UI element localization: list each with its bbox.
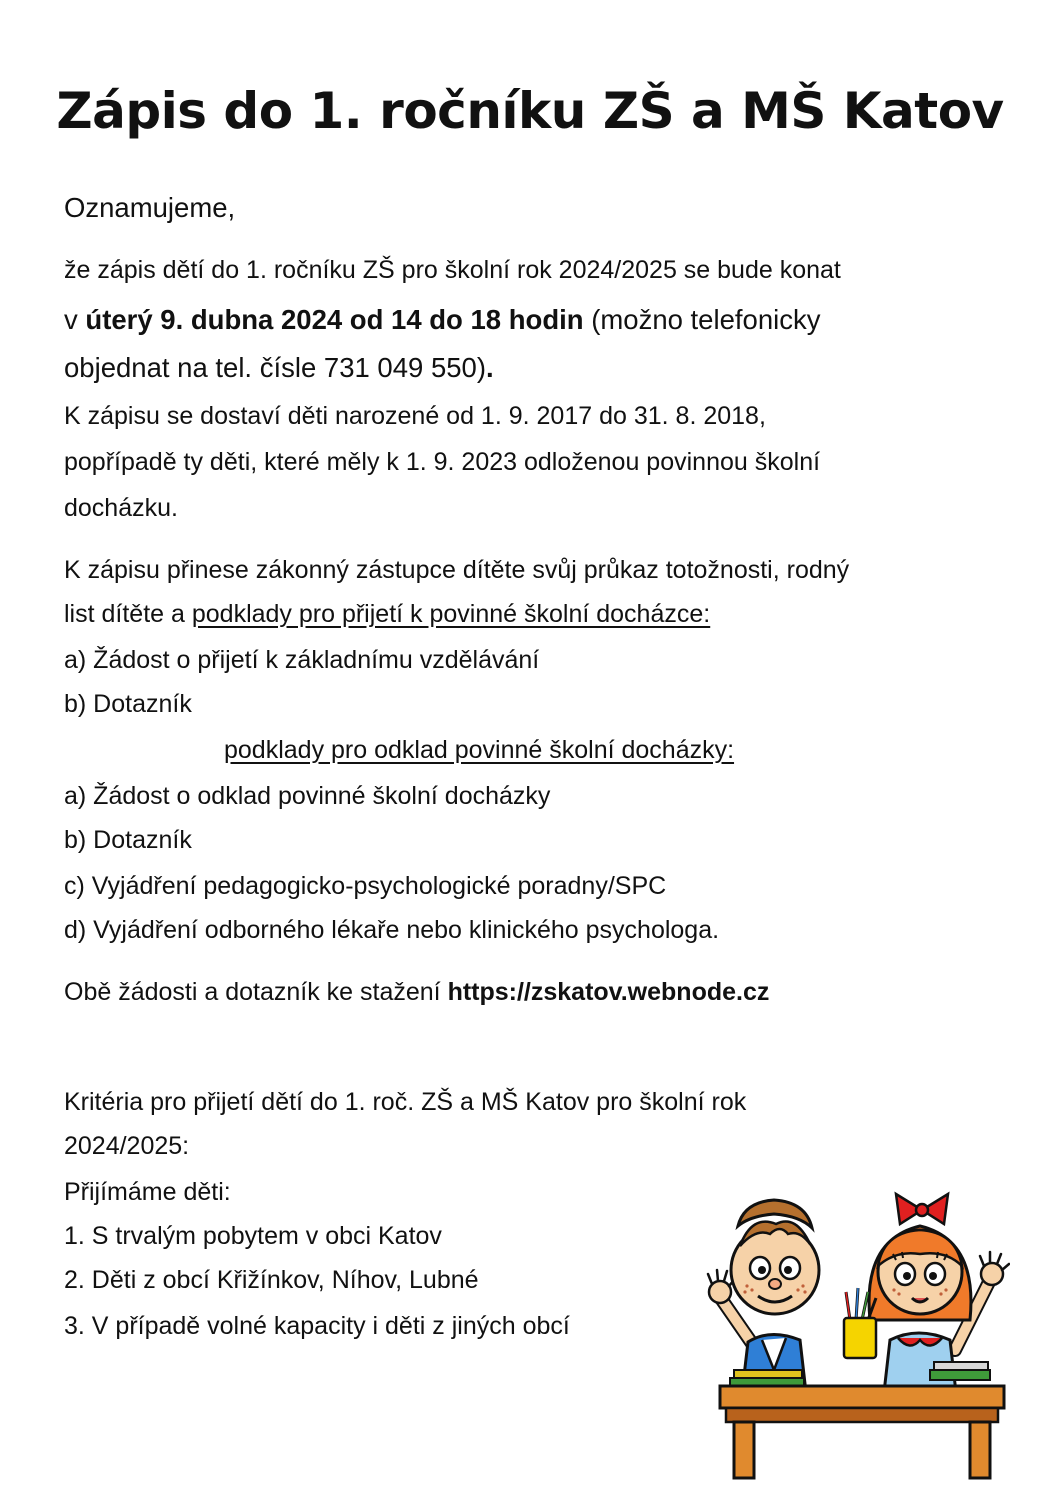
criteria-line-2: 2024/2025: [64,1132,190,1160]
children-at-desk-illustration [700,1180,1010,1480]
criteria-item: 3. V případě volné kapacity i děti z jiných obcí [64,1312,570,1340]
eligibility-line-2: popřípadě ty děti, které měly k 1. 9. 2023 odloženou povinnou školní [64,448,821,476]
intro-line-2-pre: v [64,304,86,335]
eligibility-line-3: docházku. [64,494,178,522]
admission-item: b) Dotazník [64,690,192,718]
admission-docs-heading: podklady pro přijetí k povinné školní docházce: [191,600,711,628]
deferral-item: c) Vyjádření pedagogicko-psychologické poradny/SPC [64,872,667,900]
intro-line-1: že zápis dětí do 1. ročníku ZŠ pro školní rok 2024/2025 se bude konat [64,256,841,284]
documents-line-2-pre: list dítěte a [64,600,192,628]
intro-line-3 [64,352,494,384]
bow-icon [896,1194,948,1224]
criteria-item: 1. S trvalým pobytem v obci Katov [64,1222,442,1250]
deferral-docs-heading: podklady pro odklad povinné školní docházky: [224,736,735,764]
school-desk [720,1386,1004,1478]
deferral-item: a) Žádost o odklad povinné školní docházky [64,782,551,810]
girl-hand-icon [980,1252,1009,1285]
intro-line-3-period: . [485,352,494,383]
documents-line-2 [64,600,710,629]
phone-text: objednat na tel. čísle 731 049 550) [64,352,486,383]
admission-item: a) Žádost o přijetí k základnímu vzdělávání [64,646,540,674]
documents-line-1: K zápisu přinese zákonný zástupce dítěte svůj průkaz totožnosti, rodný [64,556,850,584]
criteria-item: 2. Děti z obcí Křižínkov, Níhov, Lubné [64,1266,479,1294]
eligibility-line-1: K zápisu se dostaví děti narozené od 1. 9. 2017 do 31. 8. 2018, [64,402,766,430]
enrollment-date: úterý 9. dubna 2024 od 14 do 18 hodin [85,304,584,335]
page-title: Zápis do 1. ročníku ZŠ a MŠ Katov [56,82,1004,140]
intro-line-2-post: (možno telefonicky [583,304,821,335]
deferral-item: d) Vyjádření odborného lékaře nebo klinického psychologa. [64,916,720,944]
boy-head [731,1200,819,1314]
greeting: Oznamujeme, [64,192,236,223]
intro-line-2 [64,304,820,336]
girl-head [869,1226,971,1320]
deferral-item: b) Dotazník [64,826,192,854]
download-link[interactable]: https://zskatov.webnode.cz [447,978,770,1006]
download-text: Obě žádosti a dotazník ke stažení [64,978,448,1006]
criteria-line-1: Kritéria pro přijetí dětí do 1. roč. ZŠ a MŠ Katov pro školní rok [64,1088,747,1116]
criteria-heading: Přijímáme děti: [64,1178,231,1206]
download-line [64,978,769,1007]
